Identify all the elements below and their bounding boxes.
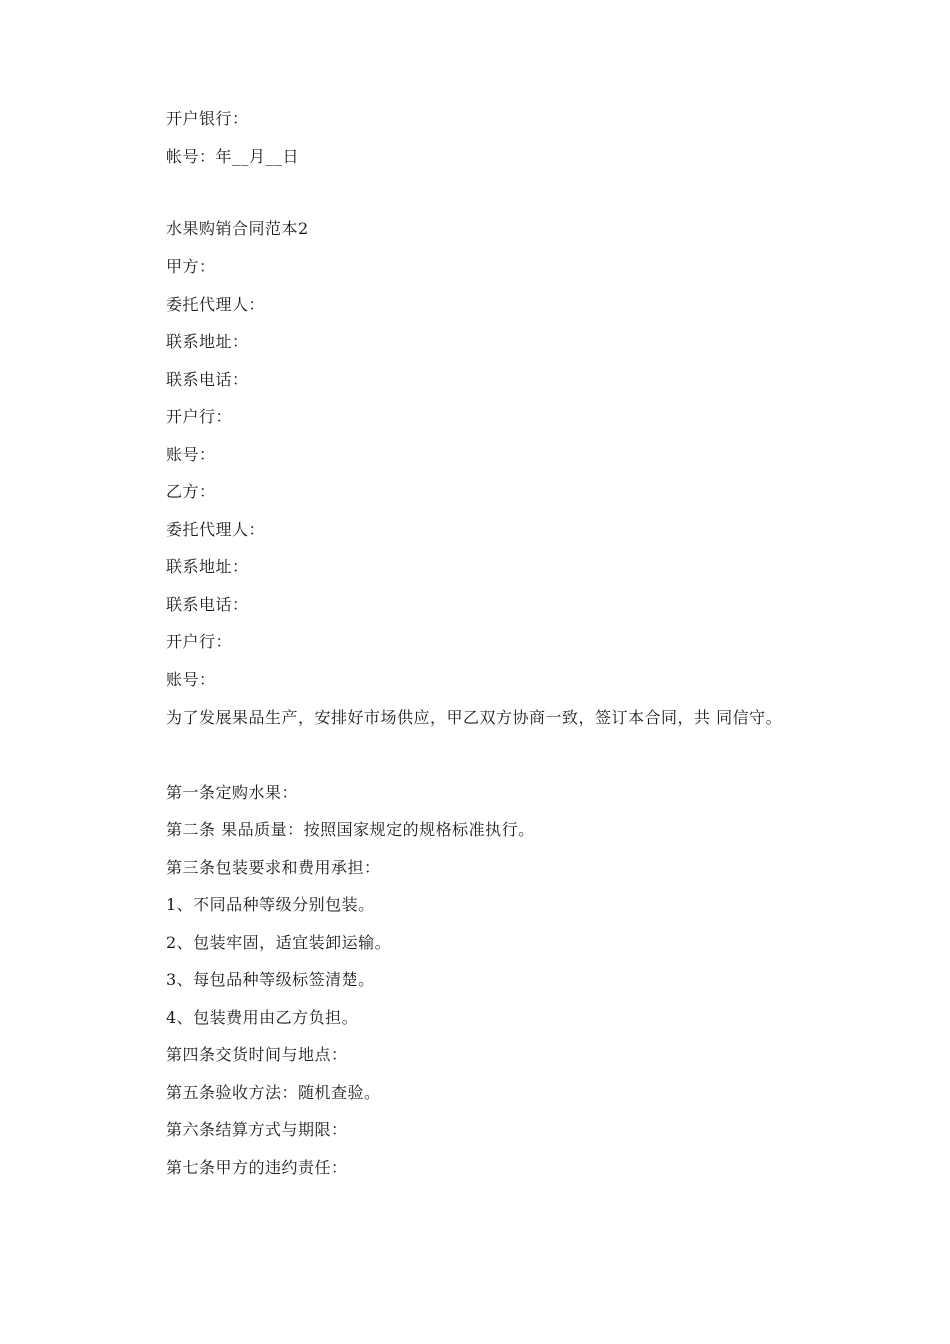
clause-3-item-3: 3、每包品种等级标签清楚。	[166, 970, 375, 989]
clause-6: 第六条结算方式与期限：	[166, 1120, 348, 1139]
clause-5: 第五条验收方法：随机查验。	[166, 1083, 381, 1102]
clause-2: 第二条 果品质量：按照国家规定的规格标准执行。	[166, 820, 535, 839]
party-a-line: 甲方：	[166, 257, 216, 276]
party-a-agent-line: 委托代理人：	[166, 295, 266, 314]
clause-1: 第一条定购水果：	[166, 783, 299, 802]
clause-3-item-1: 1、不同品种等级分别包装。	[166, 895, 375, 914]
party-b-address-line: 联系地址：	[166, 557, 249, 576]
account-date-line: 帐号：年__月__日	[166, 147, 300, 166]
intro-paragraph: 为了发展果品生产，安排好市场供应，甲乙双方协商一致，签订本合同，共 同信守。	[166, 708, 783, 727]
party-a-phone-line: 联系电话：	[166, 370, 249, 389]
party-a-bank-line: 开户行：	[166, 407, 233, 426]
party-b-phone-line: 联系电话：	[166, 595, 249, 614]
contract-title: 水果购销合同范本2	[166, 219, 309, 238]
clause-4: 第四条交货时间与地点：	[166, 1045, 348, 1064]
clause-7: 第七条甲方的违约责任：	[166, 1158, 348, 1177]
party-b-line: 乙方：	[166, 482, 216, 501]
clause-3: 第三条包装要求和费用承担：	[166, 858, 381, 877]
clause-3-item-2: 2、包装牢固，适宜装卸运输。	[166, 933, 392, 952]
party-b-agent-line: 委托代理人：	[166, 520, 266, 539]
party-a-account-line: 账号：	[166, 445, 216, 464]
party-b-bank-line: 开户行：	[166, 632, 233, 651]
clause-3-item-4: 4、包装费用由乙方负担。	[166, 1008, 359, 1027]
party-b-account-line: 账号：	[166, 670, 216, 689]
party-a-address-line: 联系地址：	[166, 332, 249, 351]
bank-line: 开户银行：	[166, 109, 249, 128]
